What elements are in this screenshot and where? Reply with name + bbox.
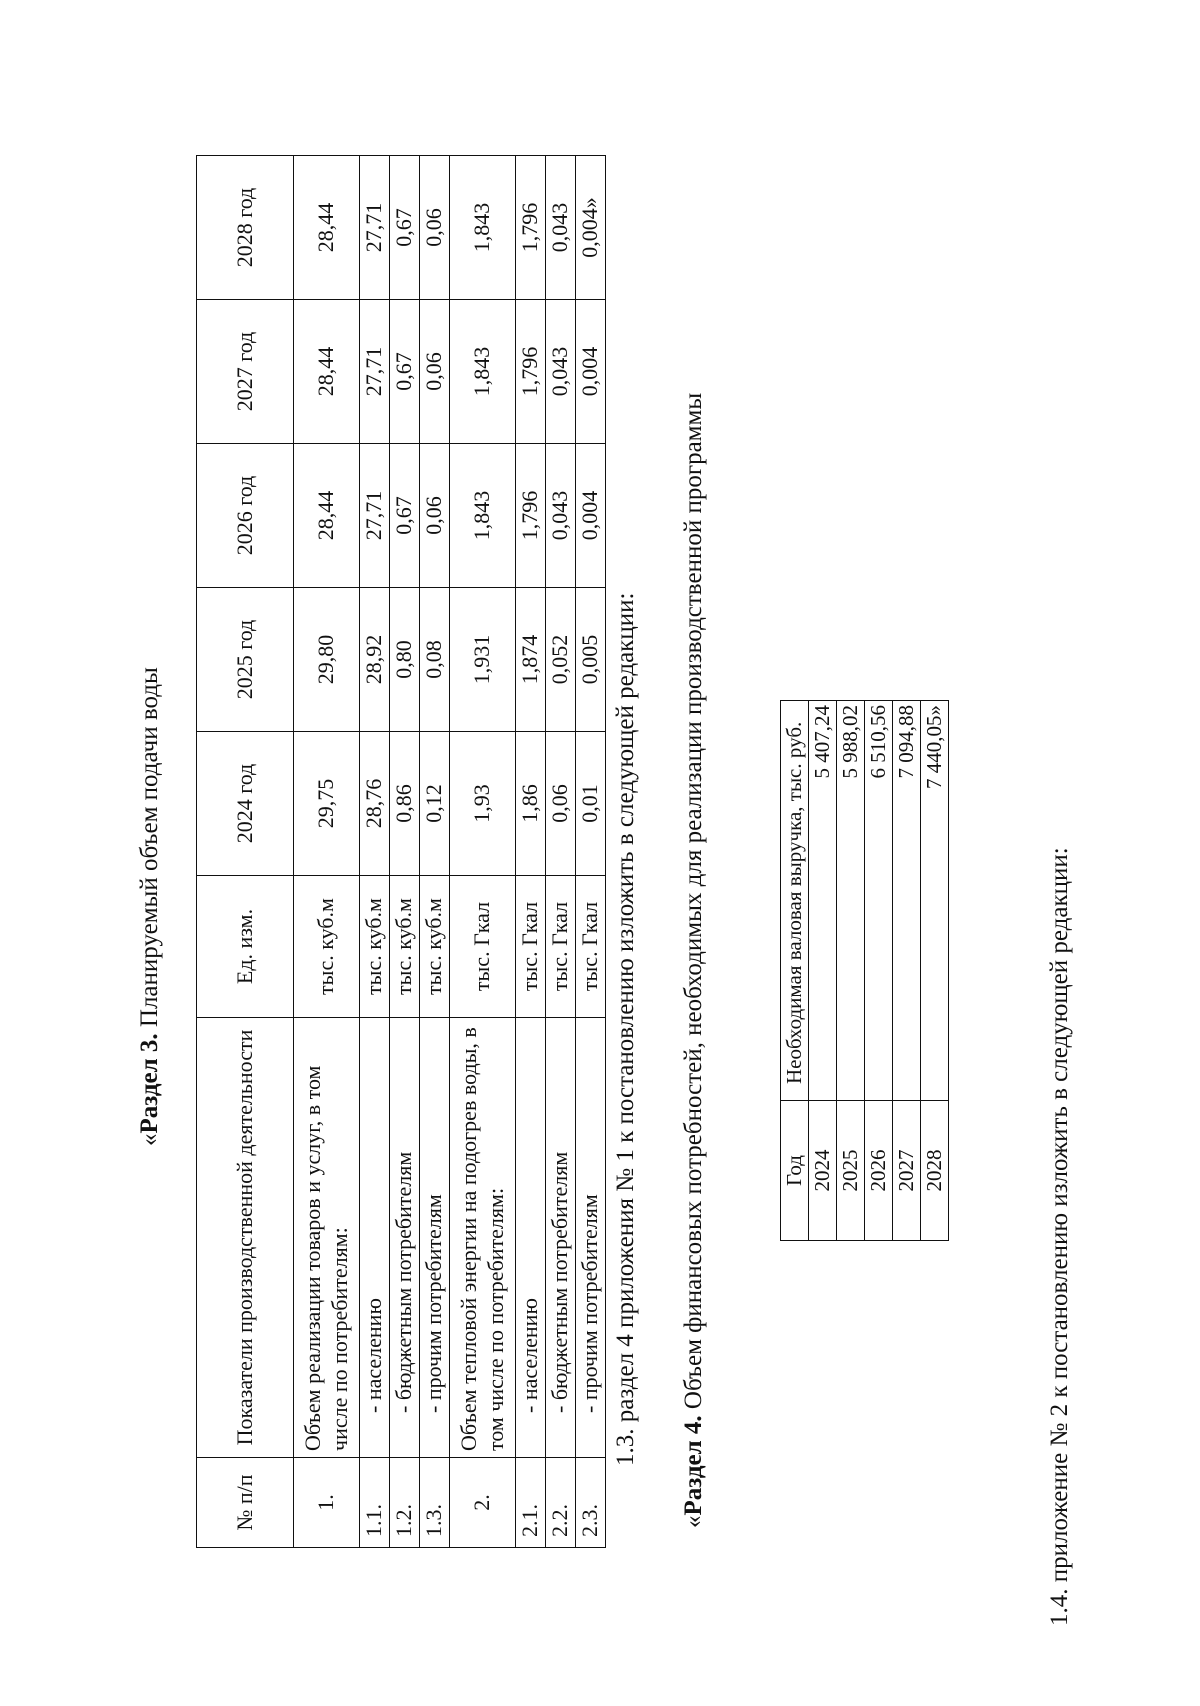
revenue-cell: 5 988,02 (837, 701, 865, 1101)
value-2026: 27,71 (360, 444, 390, 588)
row-unit: тыс. куб.м (390, 876, 420, 1018)
value-2026: 1,843 (450, 444, 516, 588)
value-2025: 28,92 (360, 588, 390, 732)
value-2024: 1,86 (516, 732, 546, 876)
value-2026: 0,67 (390, 444, 420, 588)
table-row (516, 156, 546, 1548)
row-unit: тыс. Гкал (576, 876, 606, 1018)
table-header-row (781, 701, 809, 1241)
table-row (420, 156, 450, 1548)
value-2027: 0,004 (576, 300, 606, 444)
value-2026: 28,44 (294, 444, 360, 588)
value-2028: 1,843 (450, 156, 516, 300)
year-cell: 2027 (893, 1101, 921, 1241)
year-cell: 2026 (865, 1101, 893, 1241)
header-2025: 2025 год (197, 588, 294, 732)
row-number: 2.1. (516, 1458, 546, 1548)
header-2028: 2028 год (197, 156, 294, 300)
table-row (450, 156, 516, 1548)
table-row (294, 156, 360, 1548)
header-unit: Ед. изм. (197, 876, 294, 1018)
table-row (390, 156, 420, 1548)
value-2026: 0,004 (576, 444, 606, 588)
value-2025: 1,874 (516, 588, 546, 732)
value-2024: 0,06 (546, 732, 576, 876)
value-2025: 0,005 (576, 588, 606, 732)
row-number: 1.1. (360, 1458, 390, 1548)
value-2028: 0,06 (420, 156, 450, 300)
header-2026: 2026 год (197, 444, 294, 588)
value-2026: 1,796 (516, 444, 546, 588)
row-unit: тыс. Гкал (516, 876, 546, 1018)
value-2024: 29,75 (294, 732, 360, 876)
value-2024: 1,93 (450, 732, 516, 876)
header-2027: 2027 год (197, 300, 294, 444)
table-row (576, 156, 606, 1548)
table-row (809, 701, 837, 1241)
table-row (865, 701, 893, 1241)
value-2027: 1,843 (450, 300, 516, 444)
value-2027: 27,71 (360, 300, 390, 444)
value-2027: 28,44 (294, 300, 360, 444)
value-2025: 0,80 (390, 588, 420, 732)
value-2027: 0,043 (546, 300, 576, 444)
financial-needs-table (780, 700, 949, 1241)
value-2028: 1,796 (516, 156, 546, 300)
section-4-title: Объем финансовых потребностей, необходимых для реализации производственной программы (680, 392, 707, 1416)
row-number: 2. (450, 1458, 516, 1548)
row-number: 1.2. (390, 1458, 420, 1548)
table-row (837, 701, 865, 1241)
value-2024: 0,86 (390, 732, 420, 876)
section-3-heading (136, 667, 164, 1146)
value-2025: 0,08 (420, 588, 450, 732)
value-2026: 0,043 (546, 444, 576, 588)
value-2027: 0,67 (390, 300, 420, 444)
row-unit: тыс. куб.м (420, 876, 450, 1018)
row-indicator: - бюджетным потребителям (546, 1018, 576, 1458)
value-2028: 27,71 (360, 156, 390, 300)
value-2024: 0,01 (576, 732, 606, 876)
value-2028: 0,67 (390, 156, 420, 300)
row-indicator: - прочим потребителям (420, 1018, 450, 1458)
header-revenue: Необходимая валовая выручка, тыс. руб. (781, 701, 809, 1101)
table-row (360, 156, 390, 1548)
row-indicator: Объем тепловой энергии на подогрев воды, в том числе по потребителям: (450, 1018, 516, 1458)
row-number: 2.2. (546, 1458, 576, 1548)
section-4-heading (680, 393, 708, 1528)
value-2024: 28,76 (360, 732, 390, 876)
opening-quote: « (680, 1515, 707, 1528)
year-cell: 2025 (837, 1101, 865, 1241)
header-indicator: Показатели производственной деятельности (197, 1018, 294, 1458)
value-2027: 1,796 (516, 300, 546, 444)
value-2025: 1,931 (450, 588, 516, 732)
year-cell: 2024 (809, 1101, 837, 1241)
table-row (893, 701, 921, 1241)
row-unit: тыс. куб.м (360, 876, 390, 1018)
header-number: № п/п (197, 1458, 294, 1548)
section-3-number: Раздел 3. (136, 1033, 163, 1134)
revenue-cell: 5 407,24 (809, 701, 837, 1101)
year-cell: 2028 (921, 1101, 949, 1241)
revenue-cell: 7 440,05» (921, 701, 949, 1101)
row-number: 1. (294, 1458, 360, 1548)
table-row (546, 156, 576, 1548)
value-2026: 0,06 (420, 444, 450, 588)
row-unit: тыс. Гкал (546, 876, 576, 1018)
row-indicator: Объем реализации товаров и услуг, в том числе по потребителям: (294, 1018, 360, 1458)
water-supply-volume-table (196, 155, 606, 1548)
row-number: 1.3. (420, 1458, 450, 1548)
value-2024: 0,12 (420, 732, 450, 876)
header-year: Год (781, 1101, 809, 1241)
row-number: 2.3. (576, 1458, 606, 1548)
section-4-number: Раздел 4. (680, 1415, 707, 1516)
revenue-cell: 7 094,88 (893, 701, 921, 1101)
header-2024: 2024 год (197, 732, 294, 876)
value-2025: 0,052 (546, 588, 576, 732)
value-2025: 29,80 (294, 588, 360, 732)
value-2028: 28,44 (294, 156, 360, 300)
row-unit: тыс. Гкал (450, 876, 516, 1018)
row-indicator: - бюджетным потребителям (390, 1018, 420, 1458)
row-unit: тыс. куб.м (294, 876, 360, 1018)
table-header-row (197, 156, 294, 1548)
value-2027: 0,06 (420, 300, 450, 444)
opening-quote: « (136, 1133, 163, 1146)
section-3-title: Планируемый объем подачи воды (136, 667, 163, 1034)
paragraph-1-4: 1.4. приложение № 2 к постановлению изложить в следующей редакции: (1046, 847, 1073, 1626)
row-indicator: - населению (360, 1018, 390, 1458)
row-indicator: - населению (516, 1018, 546, 1458)
value-2028: 0,043 (546, 156, 576, 300)
table-row (921, 701, 949, 1241)
value-2028: 0,004» (576, 156, 606, 300)
paragraph-1-3: 1.3. раздел 4 приложения № 1 к постановлению изложить в следующей редакции: (612, 592, 639, 1466)
row-indicator: - прочим потребителям (576, 1018, 606, 1458)
revenue-cell: 6 510,56 (865, 701, 893, 1101)
